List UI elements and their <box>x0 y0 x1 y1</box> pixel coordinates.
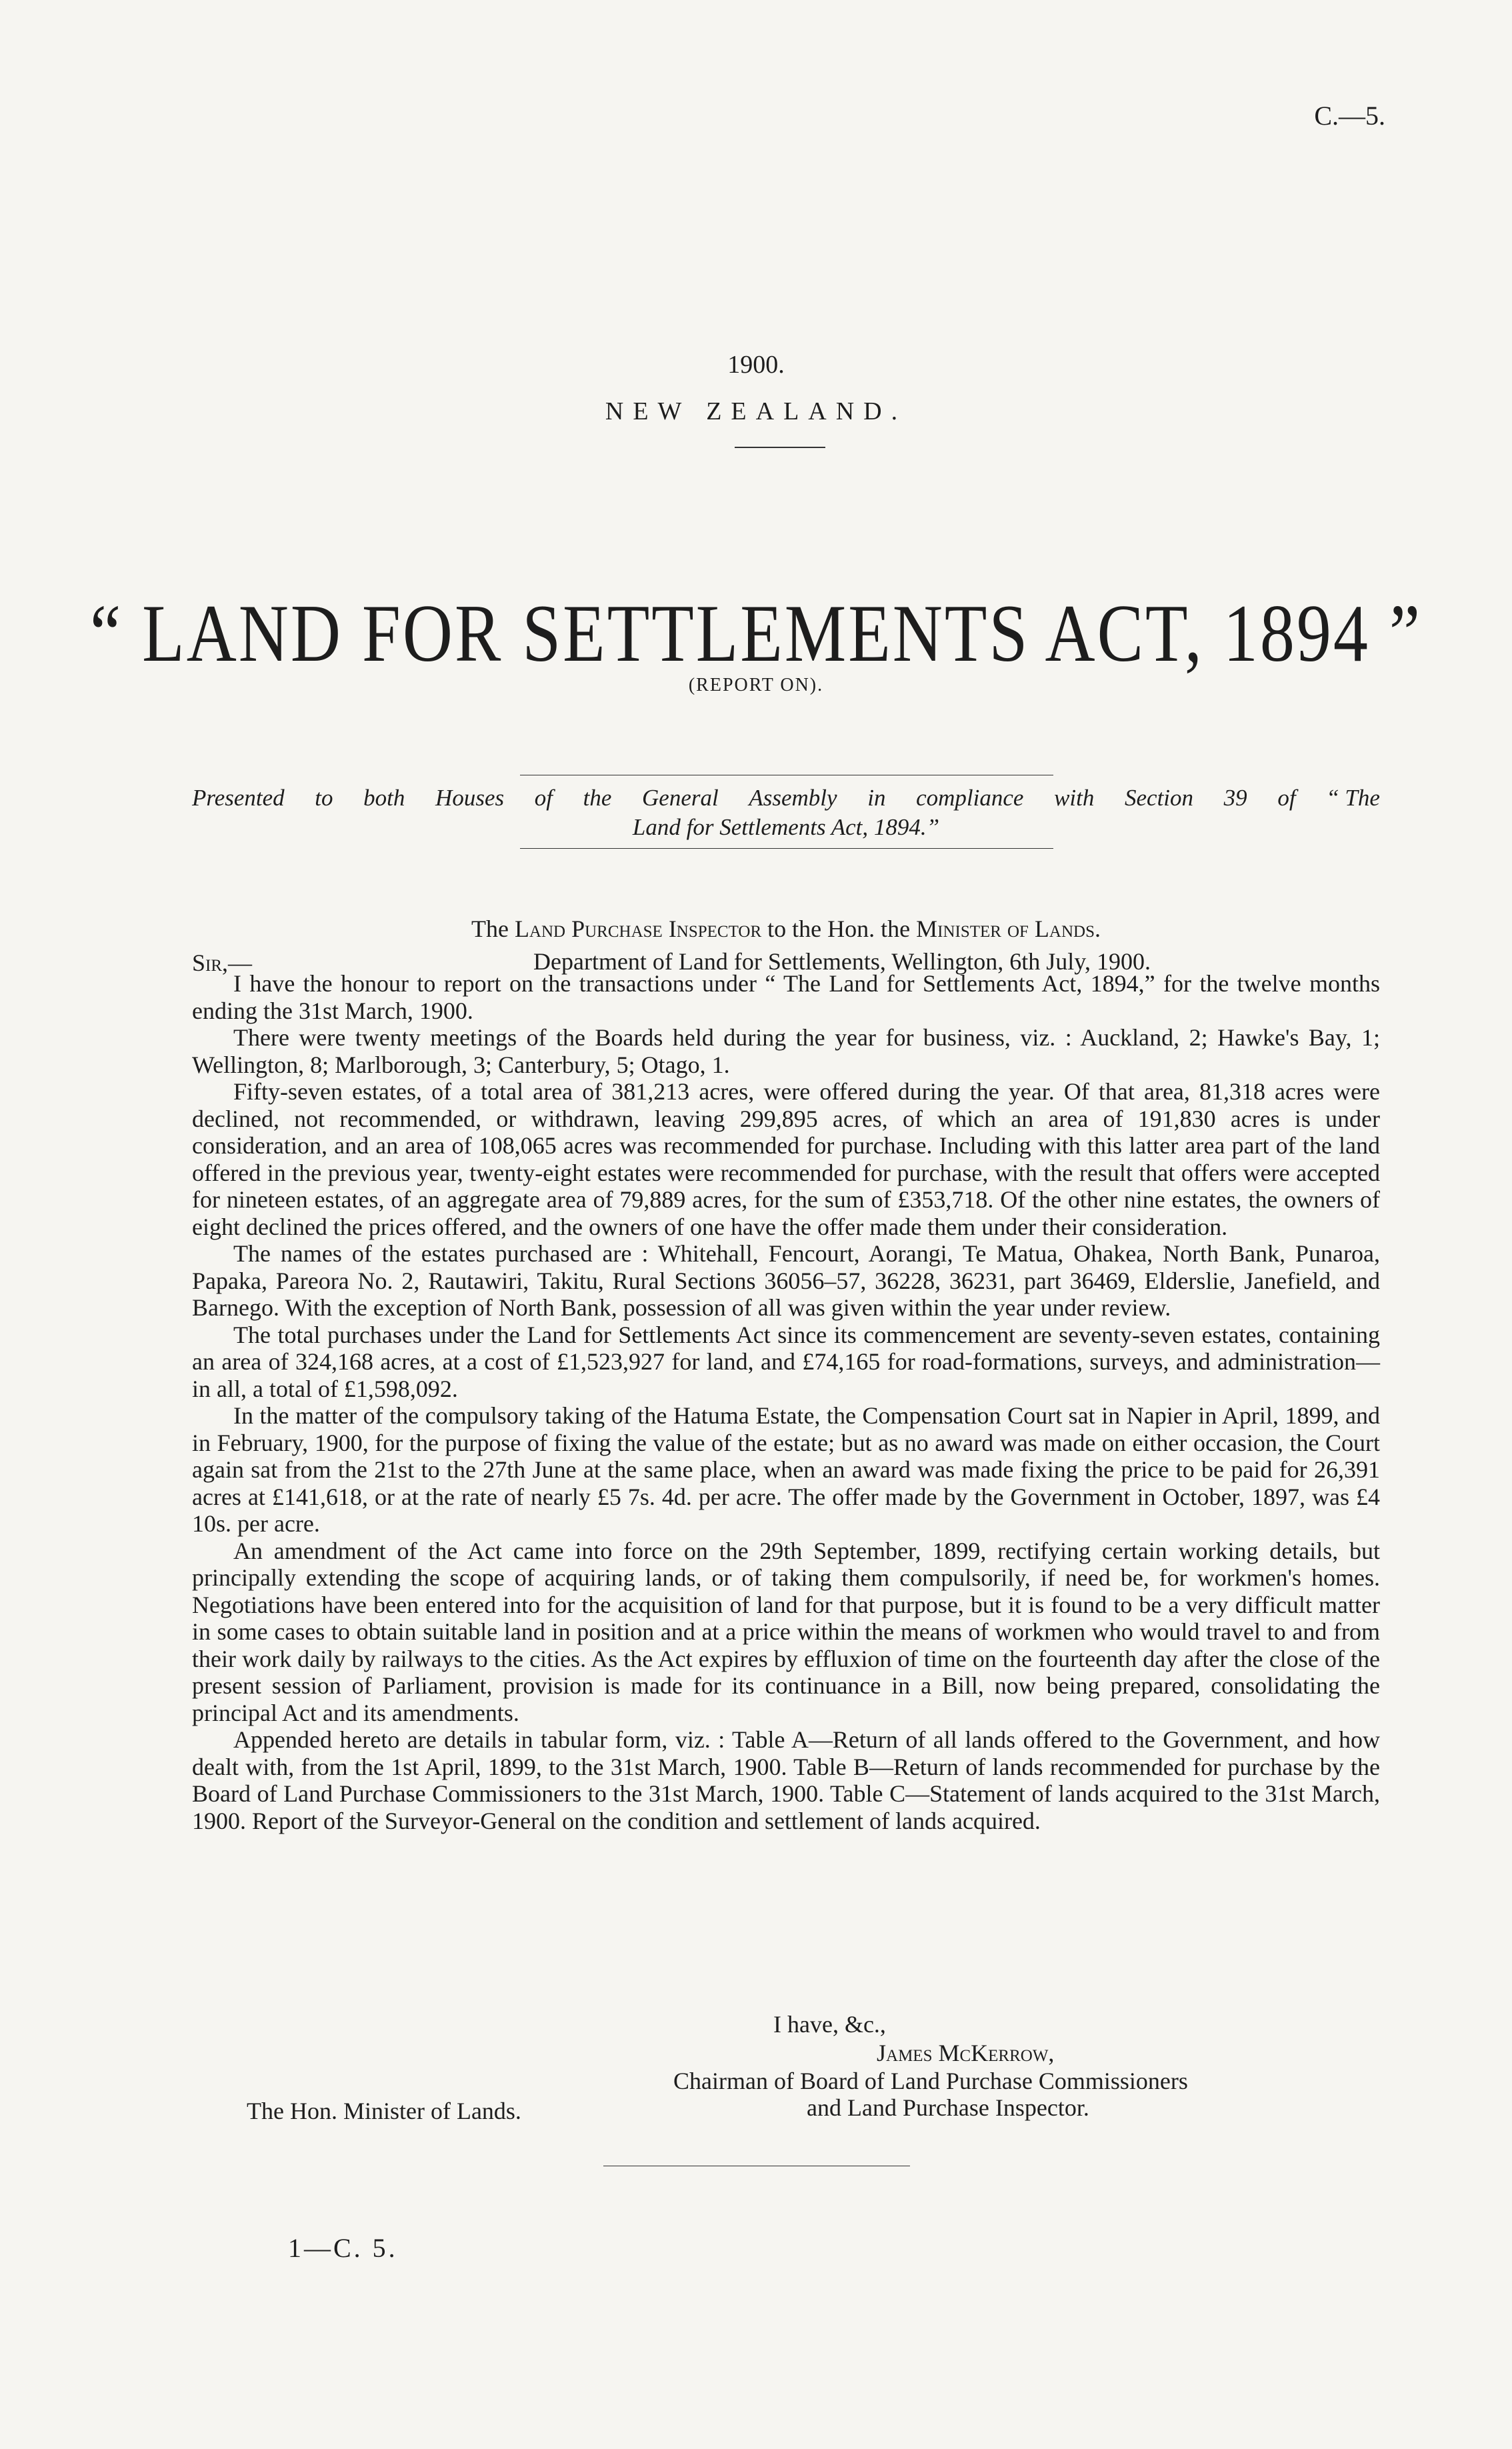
report-subtitle: (REPORT ON). <box>688 675 824 695</box>
main-title: “ LAND FOR SETTLEMENTS ACT, 1894 ” <box>90 588 1422 679</box>
signer-title-line-2: and Land Purchase Inspector. <box>807 2094 1089 2121</box>
paragraph: There were twenty meetings of the Boards held during the year for business, viz. : Auckland, 2; Hawke's Bay, 1; Wellington, 8; Marlborough, 3; Canterbury, 5; Otago, 1. <box>192 1024 1380 1078</box>
signer-name: James McKerrow, <box>877 2040 1055 2066</box>
presented-line-1: Presented to both Houses of the General Assembly in compliance with Section 39 of “ The <box>192 785 1380 811</box>
letter-body <box>192 970 1380 1834</box>
bottom-addressee: The Hon. Minister of Lands. <box>247 2098 521 2124</box>
paragraph: Appended hereto are details in tabular form, viz. : Table A—Return of all lands offered to the Government, and how dealt with, from the 1st April, 1899, to the 31st March, 1900. Table B—Return of lands recommended for purchase by the Board of Land Purchase Commissioners to the 31st March, 1900. Table C—Statement of lands acquired to the 31st March, 1900. Report of the Surveyor-General on the condition and settlement of lands acquired. <box>192 1726 1380 1834</box>
document-reference: C.—5. <box>1314 101 1385 131</box>
title-divider <box>735 447 825 448</box>
presented-rule-bottom <box>520 848 1053 849</box>
signer-title-line-1: Chairman of Board of Land Purchase Commissioners <box>673 2068 1188 2094</box>
paragraph: An amendment of the Act came into force on the 29th September, 1899, rectifying certain working details, but principally extending the scope of acquiring lands, or of taking them compulsorily, if need be, for workmen's homes. Negotiations have been entered into for the acquisition of land for that purpose, but it is found to be a very difficult matter in some cases to obtain suitable land in position and at a price within the means of workmen who would travel to and from their work daily by railways to the cities. As the Act expires by effluxion of time on the fourteenth day after the close of the present session of Parliament, provision is made for its continuance in a Bill, now being prepared, consolidating the principal Act and its amendments. <box>192 1537 1380 1726</box>
paragraph: The total purchases under the Land for Settlements Act since its commencement are seventy-seven estates, containing an area of 324,168 acres, at a cost of £1,523,927 for land, and £74,165 for road-formations, surveys, and administration—in all, a total of £1,598,092. <box>192 1321 1380 1402</box>
paragraph: Fifty-seven estates, of a total area of 381,213 acres, were offered during the year. Of that area, 81,318 acres were declined, not recommended, or withdrawn, leaving 299,895 acres, of which an area of 191,830 acres is under consideration, and an area of 108,065 acres was recommended for purchase. Including with this latter area part of the land offered in the previous year, twenty-eight estates were recommended for purchase, with the result that offers were accepted for nineteen estates, of an aggregate area of 79,889 acres, for the sum of £353,718. Of the other nine estates, the owners of eight declined the prices offered, and the owners of one have the offer made them under their consideration. <box>192 1078 1380 1240</box>
page-reference: 1—C. 5. <box>288 2233 398 2263</box>
presented-note <box>192 783 1380 842</box>
presented-line-2: Land for Settlements Act, 1894.” <box>632 814 940 840</box>
letter-addressee-line: The Land Purchase Inspector to the Hon. the Minister of Lands. <box>471 915 1101 942</box>
department-dateline: Department of Land for Settlements, Wellington, 6th July, 1900. <box>533 948 1151 975</box>
paragraph: I have the honour to report on the transactions under “ The Land for Settlements Act, 1894,” for the twelve months ending the 31st March, 1900. <box>192 970 1380 1024</box>
salutation: Sir,— <box>192 949 253 976</box>
country-heading: NEW ZEALAND. <box>605 397 907 425</box>
paragraph: The names of the estates purchased are : Whitehall, Fencourt, Aorangi, Te Matua, Ohakea, North Bank, Punaroa, Papaka, Pareora No. 2, Rautawiri, Takitu, Rural Sections 36056–57, 36228, 36231, part 36469, Elderslie, Janefield, and Barnego. With the exception of North Bank, possession of all was given within the year under review. <box>192 1240 1380 1321</box>
signoff: I have, &c., <box>773 2011 886 2038</box>
paragraph: In the matter of the compulsory taking of the Hatuma Estate, the Compensation Court sat in Napier in April, 1899, and in February, 1900, for the purpose of fixing the value of the estate; but as no award was made on either occasion, the Court again sat from the 21st to the 27th June at the same place, when an award was made fixing the price to be paid for 26,391 acres at £141,618, or at the rate of nearly £5 7s. 4d. per acre. The offer made by the Government in October, 1897, was £4 10s. per acre. <box>192 1402 1380 1537</box>
report-year: 1900. <box>727 351 785 379</box>
